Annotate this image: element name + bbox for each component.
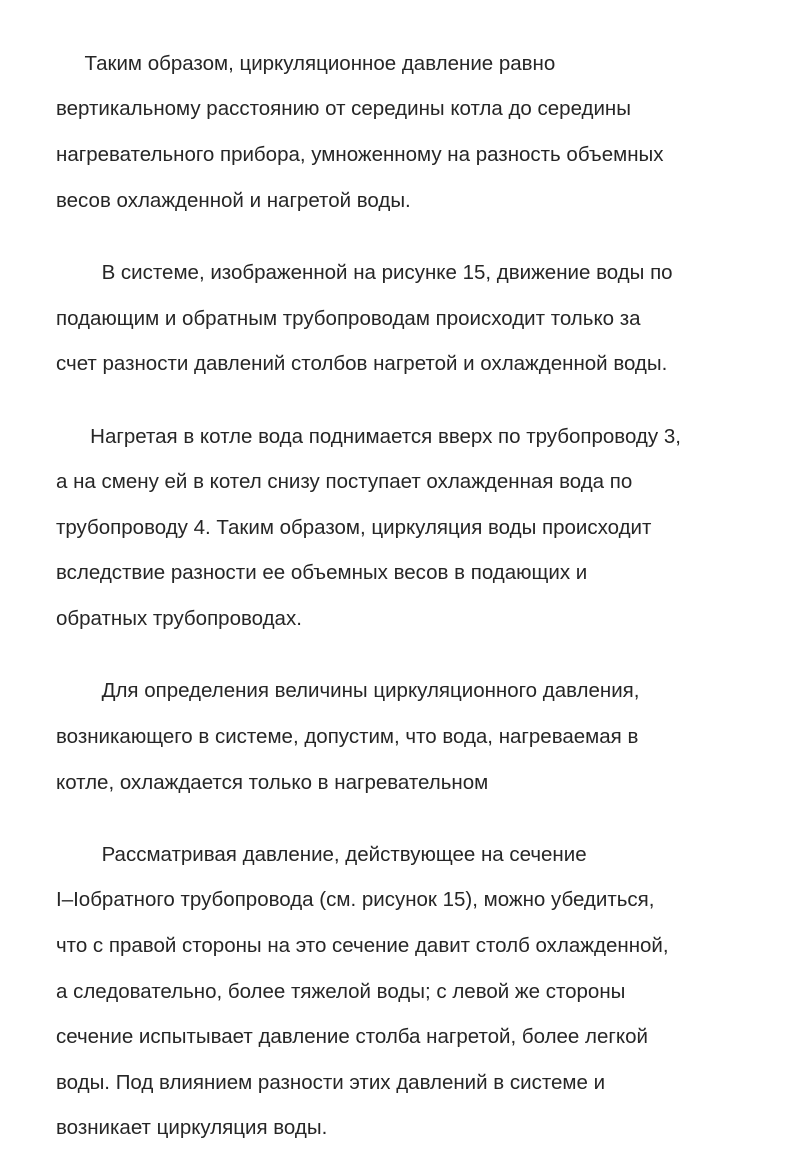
text-line: нагревательного прибора, умноженному на разность объемных [56,142,664,166]
text-line: а следовательно, более тяжелой воды; с левой же стороны [56,979,626,1003]
text-line: Таким образом, циркуляционное давление равно [56,51,556,75]
text-line: весов охлажденной и нагретой воды. [56,188,411,212]
text-line: В системе, изображенной на рисунке 15, движение воды по [56,260,673,284]
paragraph-2 [56,239,780,399]
text-line: возникает циркуляция воды. [56,1116,328,1140]
text-line: I–Iобратного трубопровода (см. рисунок 15), можно убедиться, [56,888,655,912]
text-line: Рассматривая давление, действующее на сечение [56,842,587,866]
text-line: сечение испытывает давление столба нагретой, более легкой [56,1025,648,1049]
paragraph-1 [56,30,780,235]
text-line: вертикальному расстоянию от середины котла до середины [56,97,631,121]
text-line: вследствие разности ее объемных весов в подающих и [56,561,588,585]
text-line: что с правой стороны на это сечение давит столб охлажденной, [56,934,669,958]
text-line: трубопроводу 4. Таким образом, циркуляция воды происходит [56,515,652,539]
text-line: обратных трубопроводах. [56,606,302,630]
text-line: счет разности давлений столбов нагретой и охлажденной воды. [56,352,668,376]
text-line: Для определения величины циркуляционного давления, [56,679,640,703]
text-line: возникающего в системе, допустим, что вода, нагреваемая в [56,724,639,748]
text-line: воды. Под влиянием разности этих давлений в системе и [56,1070,606,1094]
text-line: котле, охлаждается только в нагревательном [56,770,489,794]
paragraph-5 [56,821,780,1163]
text-line: подающим и обратным трубопроводам происходит только за [56,306,641,330]
paragraph-4 [56,658,780,818]
text-line: Нагретая в котле вода поднимается вверх по трубопроводу 3, [56,424,681,448]
paragraph-3 [56,403,780,654]
text-line: а на смену ей в котел снизу поступает охлажденная вода по [56,470,633,494]
